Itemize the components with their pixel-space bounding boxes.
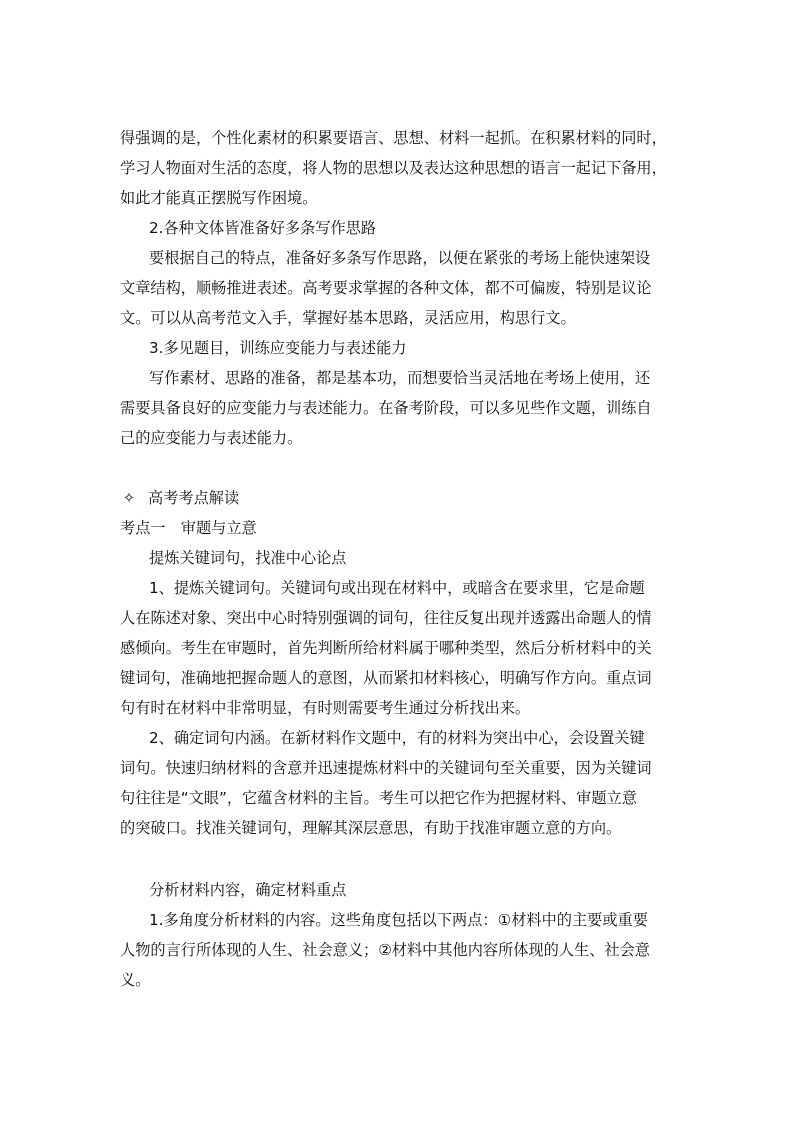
subheading: 2.各种文体皆准备好多条写作思路 (149, 219, 377, 237)
paragraph-line: 人在陈述对象、突出中心时特别强调的词句，往往反复出现并透露出命题人的情 (120, 609, 652, 627)
subheading: 提炼关键词句，找准中心论点 (149, 549, 347, 567)
paragraph-line: 文章结构，顺畅推进表述。高考要求掌握的各种文体，都不可偏废，特别是议论 (120, 279, 652, 297)
paragraph-line: 人物的言行所体现的人生、社会意义；②材料中其他内容所体现的人生、社会意 (120, 941, 650, 959)
paragraph-line: 2、确定词句内涵。在新材料作文题中，有的材料为突出中心，会设置关键 (149, 729, 645, 747)
paragraph-line: 句有时在材料中非常明显，有时则需要考生通过分析找出来。 (120, 699, 531, 717)
paragraph-line: 词句。快速归纳材料的含意并迅速提炼材料中的关键词句至关重要，因为关键词 (120, 759, 652, 777)
topic-heading: 考点一 审题与立意 (120, 519, 257, 537)
paragraph-line: 如此才能真正摆脱写作困境。 (120, 189, 318, 207)
paragraph-line: 1、提炼关键词句。关键词句或出现在材料中，或暗含在要求里，它是命题 (149, 579, 645, 597)
paragraph-line: 己的应变能力与表述能力。 (120, 429, 303, 447)
paragraph-line: 键词句，准确地把握命题人的意图，从而紧扣材料核心，明确写作方向。重点词 (120, 669, 652, 687)
section-heading (120, 488, 239, 508)
paragraph-line: 要根据自己的特点，准备好多条写作思路，以便在紧张的考场上能快速架设 (149, 249, 651, 267)
paragraph-line: 文。可以从高考范文入手，掌握好基本思路，灵活应用，构思行文。 (120, 309, 576, 327)
diamond-outline-icon: ✧ (122, 489, 136, 507)
section-heading-text: 高考考点解读 (148, 489, 240, 507)
paragraph-line: 需要具备良好的应变能力与表述能力。在备考阶段，可以多见些作文题，训练自 (120, 399, 652, 417)
paragraph-line: 1.多角度分析材料的内容。这些角度包括以下两点：①材料中的主要或重要 (149, 911, 648, 929)
paragraph-line: 的突破口。找准关键词句，理解其深层意思，有助于找准审题立意的方向。 (120, 819, 622, 837)
paragraph-line: 义。 (120, 971, 151, 989)
paragraph-line: 学习人物面对生活的态度，将人物的思想以及表达这种思想的语言一起记下备用， (120, 159, 667, 177)
paragraph-line: 句往往是“文眼”，它蕴含材料的主旨。考生可以把它作为把握材料、审题立意 (120, 789, 637, 807)
paragraph-line: 感倾向。考生在审题时，首先判断所给材料属于哪种类型，然后分析材料中的关 (120, 639, 652, 657)
subheading: 3.多见题目，训练应变能力与表述能力 (149, 339, 407, 357)
paragraph-line: 写作素材、思路的准备，都是基本功，而想要恰当灵活地在考场上使用，还 (149, 369, 651, 387)
paragraph-line: 得强调的是，个性化素材的积累要语言、思想、材料一起抓。在积累材料的同时， (120, 129, 667, 147)
subheading: 分析材料内容，确定材料重点 (149, 881, 347, 899)
